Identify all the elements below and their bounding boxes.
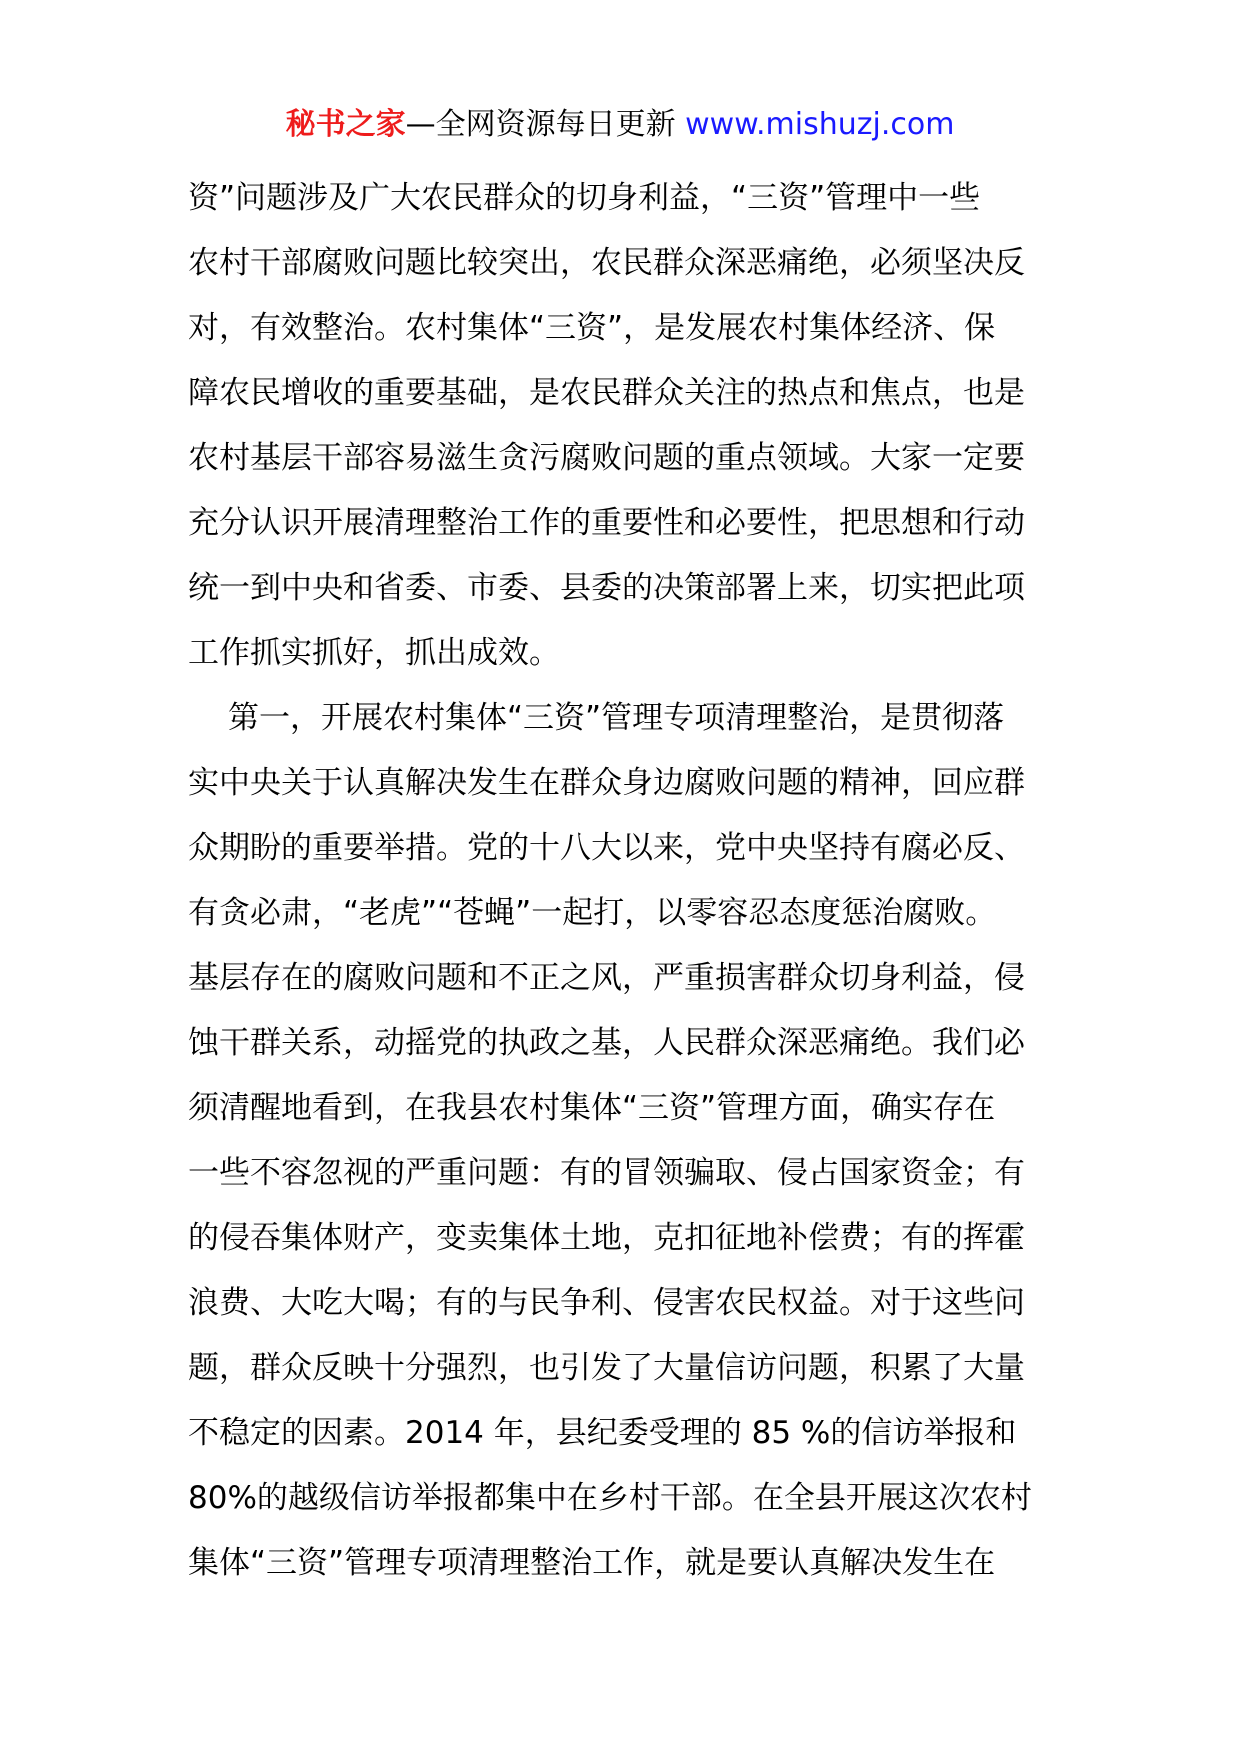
page-header: [0, 100, 1240, 150]
text-line: 众期盼的重要举措。党的十八大以来，党中央坚持有腐必反、: [188, 830, 1025, 866]
text-line: 充分认识开展清理整治工作的重要性和必要性，把思想和行动: [188, 505, 1025, 541]
text-line: 浪费、大吃大喝；有的与民争利、侵害农民权益。对于这些问: [188, 1285, 1025, 1321]
text-line: 须清醒地看到，在我县农村集体“三资”管理方面，确实存在: [188, 1090, 996, 1126]
text-line: 基层存在的腐败问题和不正之风，严重损害群众切身利益，侵: [188, 960, 1025, 996]
header-brand: 秘书之家: [285, 107, 406, 142]
text-line: 蚀干群关系，动摇党的执政之基，人民群众深恶痛绝。我们必: [188, 1025, 1025, 1061]
text-line: 农村干部腐败问题比较突出，农民群众深恶痛绝，必须坚决反: [188, 245, 1025, 281]
document-body: [188, 166, 1068, 1596]
text-line: 题，群众反映十分强烈，也引发了大量信访问题，积累了大量: [188, 1350, 1025, 1386]
text-line: 80%的越级信访举报都集中在乡村干部。在全县开展这次农村: [188, 1480, 1032, 1516]
text-line: 资”问题涉及广大农民群众的切身利益，“三资”管理中一些: [188, 180, 981, 216]
text-line: 集体“三资”管理专项清理整治工作，就是要认真解决发生在: [188, 1545, 996, 1581]
paragraph-first-line: 第一，开展农村集体“三资”管理专项清理整治，是贯彻落: [228, 700, 1005, 736]
text-line: 实中央关于认真解决发生在群众身边腐败问题的精神，回应群: [188, 765, 1025, 801]
text-line: 工作抓实抓好，抓出成效。: [188, 635, 560, 671]
text-line: 有贪必肃，“老虎”“苍蝇”一起打，以零容忍态度惩治腐败。: [188, 895, 997, 931]
text-line: 不稳定的因素。2014 年，县纪委受理的 85 %的信访举报和: [188, 1415, 1017, 1451]
text-line: 对，有效整治。农村集体“三资”，是发展农村集体经济、保: [188, 310, 996, 346]
text-line: 农村基层干部容易滋生贪污腐败问题的重点领域。大家一定要: [188, 440, 1025, 476]
header-site-link[interactable]: www.mishuzj.com: [685, 107, 955, 142]
text-line: 统一到中央和省委、市委、县委的决策部署上来，切实把此项: [188, 570, 1025, 606]
text-line: 的侵吞集体财产，变卖集体土地，克扣征地补偿费；有的挥霍: [188, 1220, 1025, 1256]
text-line: 一些不容忽视的严重问题：有的冒领骗取、侵占国家资金；有: [188, 1155, 1025, 1191]
header-tagline: —全网资源每日更新: [405, 107, 676, 142]
text-line: 障农民增收的重要基础，是农民群众关注的热点和焦点，也是: [188, 375, 1025, 411]
